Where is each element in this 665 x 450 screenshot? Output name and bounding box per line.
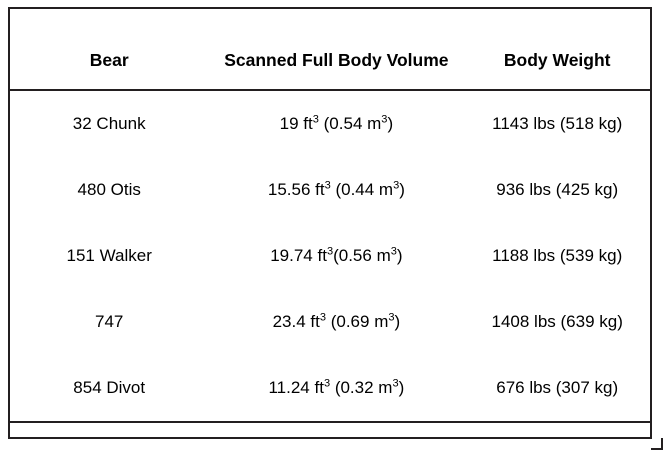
column-header-weight: Body Weight [503,49,611,70]
volume-metric-prefix: (0.56 m [333,245,391,265]
table-row [10,223,650,289]
table-row [10,355,650,422]
table-row [10,157,650,223]
volume-imperial: 19 ft [279,113,313,133]
corner-crop-mark [651,438,663,450]
volume-metric-suffix: ) [394,311,401,331]
volume-metric-prefix: (0.44 m [330,179,394,199]
column-header-volume: Scanned Full Body Volume [224,49,449,70]
cell-bear: 480 Otis [77,179,141,199]
cell-bear: 747 [95,311,124,331]
volume-imperial: 15.56 ft [267,179,325,199]
volume-metric-prefix: (0.54 m [318,113,382,133]
cell-volume [208,289,464,355]
volume-imperial: 23.4 ft [272,311,320,331]
table-row [10,289,650,355]
cell-weight: 1143 lbs (518 kg) [492,113,623,133]
column-header-bear: Bear [89,49,129,70]
table-frame [8,7,652,439]
volume-metric-exponent: 3 [390,245,397,258]
table-header [10,9,650,90]
cell-weight: 1188 lbs (539 kg) [492,245,623,265]
cell-weight: 1408 lbs (639 kg) [491,311,623,331]
cell-volume [208,90,464,157]
cell-volume [208,223,464,289]
cell-bear: 854 Divot [10,355,208,422]
cell-volume [208,355,464,422]
volume-imperial-exponent: 3 [324,179,331,192]
table-body [10,90,650,422]
cell-bear: 32 Chunk [72,113,146,133]
volume-imperial-exponent: 3 [319,311,326,324]
cell-volume [208,157,464,223]
volume-imperial: 11.24 ft [268,377,324,397]
volume-metric-suffix: ) [387,113,394,133]
volume-imperial-exponent: 3 [326,245,334,258]
volume-metric-prefix: (0.69 m [326,311,389,331]
volume-imperial-exponent: 3 [323,377,331,390]
cell-bear: 151 Walker [66,245,152,265]
volume-metric-exponent: 3 [388,311,395,324]
volume-metric-suffix: ) [399,179,405,199]
cell-weight: 676 lbs (307 kg) [464,355,650,422]
volume-metric-suffix: ) [398,377,405,397]
volume-imperial-exponent: 3 [312,113,319,126]
volume-metric-suffix: ) [396,245,403,265]
cell-weight: 936 lbs (425 kg) [496,179,619,199]
volume-metric-exponent: 3 [381,113,388,126]
volume-metric-exponent: 3 [392,377,399,390]
volume-metric-prefix: (0.32 m [330,377,393,397]
bear-measurements-table [10,9,650,423]
table-header-row [10,9,650,90]
table-row [10,90,650,157]
volume-metric-exponent: 3 [393,179,400,192]
volume-imperial: 19.74 ft [270,245,327,265]
